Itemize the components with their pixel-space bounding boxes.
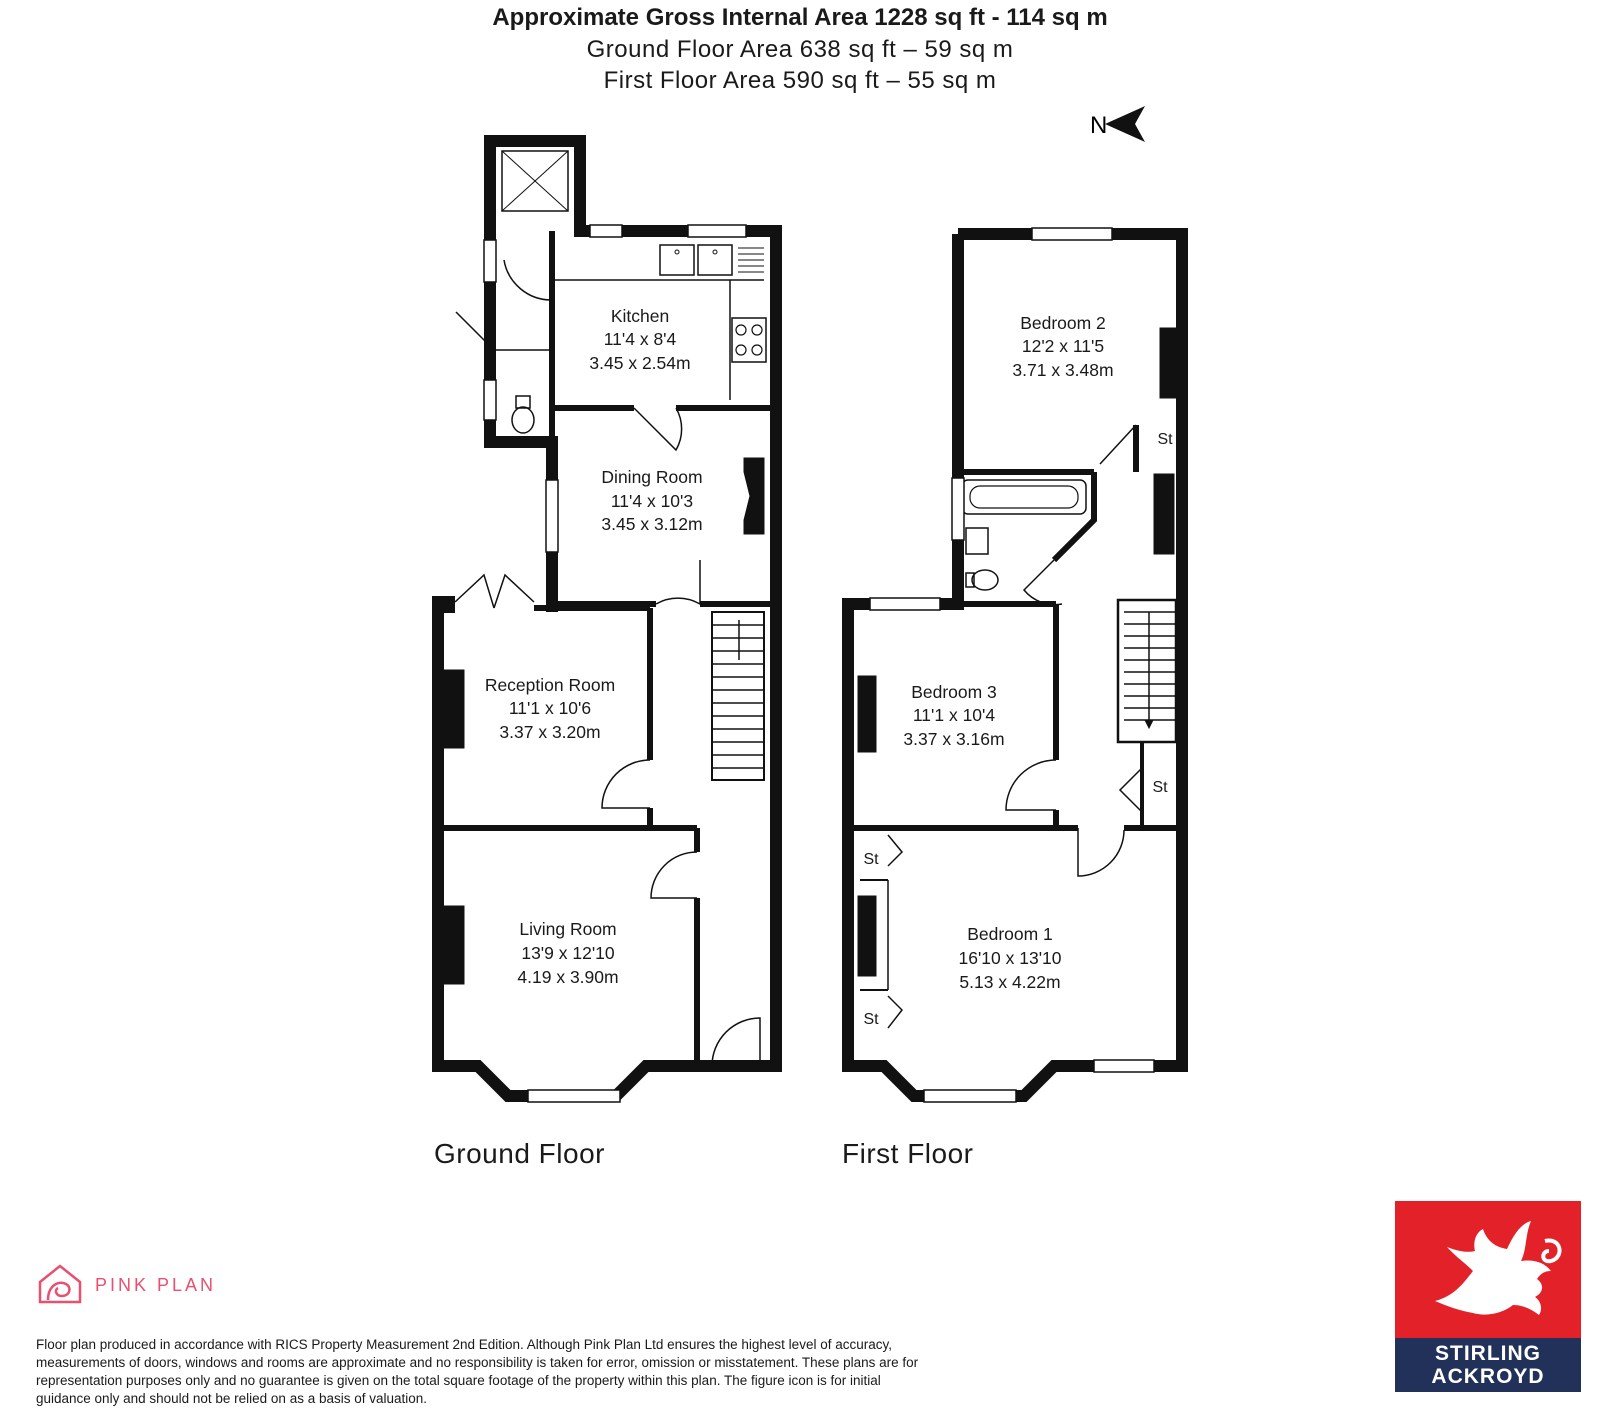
svg-text:Bedroom 2: Bedroom 2 [1020, 313, 1106, 333]
svg-text:Bedroom 1: Bedroom 1 [967, 924, 1053, 944]
pink-plan-brand: PINK PLAN [95, 1275, 217, 1295]
svg-text:5.13 x 4.22m: 5.13 x 4.22m [959, 972, 1061, 992]
svg-text:11'4 x 8'4: 11'4 x 8'4 [603, 329, 677, 349]
bedroom-3-label [903, 682, 1004, 749]
svg-text:Kitchen: Kitchen [610, 306, 670, 326]
svg-text:11'1 x 10'6: 11'1 x 10'6 [508, 698, 592, 718]
gross-area-title: Approximate Gross Internal Area 1228 sq ft - 114 sq m [492, 4, 1108, 31]
bedroom-1-label [958, 924, 1061, 992]
storage-label-landing: St [1152, 779, 1168, 796]
agent-name-line1: STIRLING [1435, 1342, 1541, 1365]
first-floor-label: First Floor [842, 1138, 974, 1169]
storage-label-bedroom1-top: St [863, 851, 879, 868]
compass-north-label: N [1090, 112, 1108, 139]
disclaimer-text: Floor plan produced in accordance with RICS Property Measurement 2nd Edition. Although Pink Plan Ltd ensures the highest level of accuracy, measurements of doors, windows and rooms are approximate and no responsibility is taken for error, omission or misstatement. These plans are for representation purposes only and no guarantee is given on the total square footage of the property within this plan. The figure icon is for initial guidance only and should not be relied on as a basis of valuation. [36, 1337, 919, 1406]
svg-text:3.45 x 3.12m: 3.45 x 3.12m [601, 514, 703, 534]
svg-text:4.19 x 3.90m: 4.19 x 3.90m [517, 967, 619, 987]
bedroom-2-label [1012, 313, 1113, 380]
svg-text:11'1 x 10'4: 11'1 x 10'4 [912, 705, 996, 725]
kitchen-label [589, 306, 690, 373]
svg-text:13'9 x 12'10: 13'9 x 12'10 [521, 943, 615, 963]
griffin-icon [1395, 1201, 1581, 1338]
svg-text:3.45 x 2.54m: 3.45 x 2.54m [589, 353, 691, 373]
first-floor-area: First Floor Area 590 sq ft – 55 sq m [603, 67, 997, 94]
svg-text:Reception Room: Reception Room [484, 675, 616, 695]
living-room-label [517, 919, 618, 987]
svg-text:12'2 x 11'5: 12'2 x 11'5 [1021, 336, 1105, 356]
svg-text:Dining Room: Dining Room [601, 467, 703, 487]
ground-floor-area: Ground Floor Area 638 sq ft – 59 sq m [586, 36, 1014, 63]
stirling-ackroyd-logo [1395, 1201, 1581, 1392]
storage-label-bedroom1-bottom: St [863, 1011, 879, 1028]
logo-red-panel [1395, 1201, 1581, 1338]
compass-arrow-icon [1105, 106, 1145, 142]
svg-text:Bedroom 3: Bedroom 3 [911, 682, 997, 702]
reception-room-label [485, 675, 615, 742]
svg-text:16'10 x 13'10: 16'10 x 13'10 [958, 948, 1062, 968]
svg-text:3.37 x 3.16m: 3.37 x 3.16m [903, 729, 1005, 749]
svg-text:3.37 x 3.20m: 3.37 x 3.20m [499, 722, 601, 742]
svg-text:11'4 x 10'3: 11'4 x 10'3 [610, 491, 694, 511]
logo-navy-panel [1395, 1338, 1581, 1392]
dining-room-label [601, 467, 702, 534]
storage-label-bedroom2: St [1157, 431, 1173, 448]
ground-floor-label: Ground Floor [434, 1138, 605, 1169]
pink-plan-logo-icon [36, 1260, 84, 1308]
agent-name-line2: ACKROYD [1431, 1365, 1545, 1388]
svg-text:3.71 x 3.48m: 3.71 x 3.48m [1012, 360, 1114, 380]
svg-text:Living Room: Living Room [519, 919, 617, 939]
compass [1090, 106, 1145, 142]
